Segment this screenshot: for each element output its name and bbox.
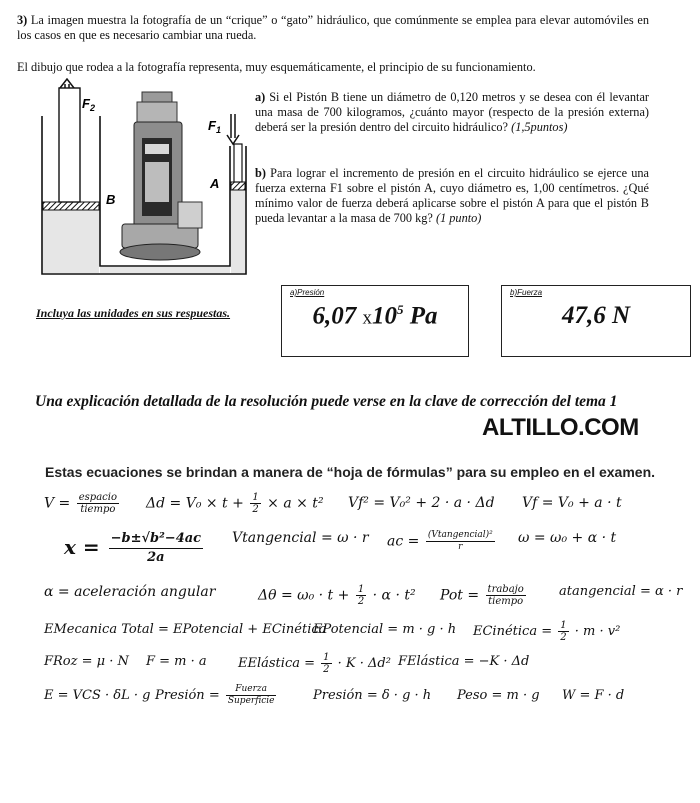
formula-empuje: E = VCS · δL · g xyxy=(44,688,151,703)
jack-photo xyxy=(120,92,202,260)
altillo-logo: ALTILLO.COM xyxy=(482,414,639,441)
formula-fma: F = m · a xyxy=(146,654,207,669)
part-b-points: (1 punto) xyxy=(435,211,482,225)
formulas-title: Estas ecuaciones se brindan a manera de “hoja de fórmulas” para su empleo en el examen. xyxy=(45,464,656,480)
explanation-text: Una explicación detallada de la resolución puede verse en la clave de corrección del tema 1 xyxy=(35,393,618,410)
piston-b-rod xyxy=(59,88,80,202)
intro-text: La imagen muestra la fotografía de un “crique” o “gato” hidráulico, que comúnmente se emplea para elevar automóviles en los casos en que es necesario cambiar una rueda. xyxy=(17,13,649,42)
formula-presion: Presión = $\frac{\text{Fuerza}}{\text{Superficie}}$ xyxy=(155,684,275,706)
part-b xyxy=(255,166,649,226)
formula-atangencial: atangencial = α · r xyxy=(559,584,683,599)
answer-a-value: 6,07 $x10^5$ Pa xyxy=(312,302,438,330)
formula-dtheta: Δθ = ω₀ · t + $\frac{1}{2}$ · α · t² xyxy=(258,584,416,607)
formula-velocity: V = $\frac{\text{espacio}}{\text{tiempo}}$ xyxy=(44,492,117,515)
piston-a-plate xyxy=(231,182,245,190)
question-number: 3) xyxy=(17,13,28,27)
part-a-label: a) xyxy=(255,90,266,104)
formula-ac: ac = $\frac{\text{(Vtangencial)²}}{r}$ xyxy=(387,530,493,552)
formula-emecanica: EMecanica Total = EPotencial + ECinética xyxy=(44,622,327,637)
answer-box-a xyxy=(281,285,469,357)
units-note: Incluya las unidades en sus respuestas. xyxy=(36,306,231,320)
formula-presion-hidrostatica: Presión = δ · g · h xyxy=(313,688,432,703)
answer-box-b xyxy=(501,285,691,357)
part-b-text: Para lograr el incremento de presión en el circuito hidráulico se ejerce una fuerza externa F1 sobre el pistón A, cuyo diámetro es, 1,00 centímetros. ¿Qué mínimo valor de fuerza deberá aplicarse sobre el pistón A para que el pistón B pueda levantar a la masa de 700 kg? xyxy=(255,166,649,225)
label-f1: $F_1$ xyxy=(208,118,221,135)
label-f2: $F_2$ xyxy=(82,96,95,113)
question-intro-2: El dibujo que rodea a la fotografía representa, muy esquemáticamente, el principio de su funcionamiento. xyxy=(17,60,536,74)
formula-peso: Peso = m · g xyxy=(457,688,540,703)
formula-eelastica: EElástica = $\frac{1}{2}$ · K · Δd² xyxy=(238,652,391,675)
label-a: A xyxy=(210,176,220,191)
answer-b-label: b)Fuerza xyxy=(510,288,543,297)
hydraulic-diagram xyxy=(38,78,250,284)
f1-arrow-icon xyxy=(227,114,239,144)
formula-vf-squared: Vf² = V₀² + 2 · a · Δd xyxy=(348,495,495,511)
answer-b-value: 47,6 N xyxy=(561,302,631,329)
formula-felastica: FElástica = −K · Δd xyxy=(398,654,530,669)
formula-power: Pot = $\frac{\text{trabajo}}{\text{tiempo}}$ xyxy=(440,584,524,607)
formula-epotencial: EPotencial = m · g · h xyxy=(313,622,457,637)
formula-omega: ω = ω₀ + α · t xyxy=(518,530,617,546)
piston-b-plate xyxy=(43,202,99,210)
part-b-label: b) xyxy=(255,166,266,180)
formula-displacement: Δd = V₀ × t + $\frac{1}{2}$ × a × t² xyxy=(146,492,324,515)
formula-vf: Vf = V₀ + a · t xyxy=(522,495,622,511)
formula-vtangencial: Vtangencial = ω · r xyxy=(232,530,369,546)
part-a-text: Si el Pistón B tiene un diámetro de 0,120 metros y se desea con él levantar una masa de 700 kilogramos, ¿cuánto mayor (respecto de la presión externa) deberá ser la presión dentro del circuito hidráulico? xyxy=(255,90,649,134)
fluid-right xyxy=(231,190,245,273)
formula-alpha: α = aceleración angular xyxy=(44,584,216,600)
piston-a-rod xyxy=(234,144,242,182)
fluid-left xyxy=(43,210,99,273)
answer-a-label: a)Presión xyxy=(290,288,325,297)
question-intro xyxy=(17,13,649,43)
label-b: B xyxy=(106,192,116,207)
formula-ecinetica: ECinética = $\frac{1}{2}$ · m · v² xyxy=(473,620,621,643)
part-a xyxy=(255,90,649,135)
formula-quadratic: x = $\frac{\text{−b±√b²−4ac}}{2a}$ xyxy=(64,531,202,565)
fluid-bottom xyxy=(100,267,230,273)
part-a-points: (1,5puntos) xyxy=(511,120,568,134)
formula-work: W = F · d xyxy=(562,688,625,703)
formula-froz: FRoz = μ · N xyxy=(44,654,129,669)
